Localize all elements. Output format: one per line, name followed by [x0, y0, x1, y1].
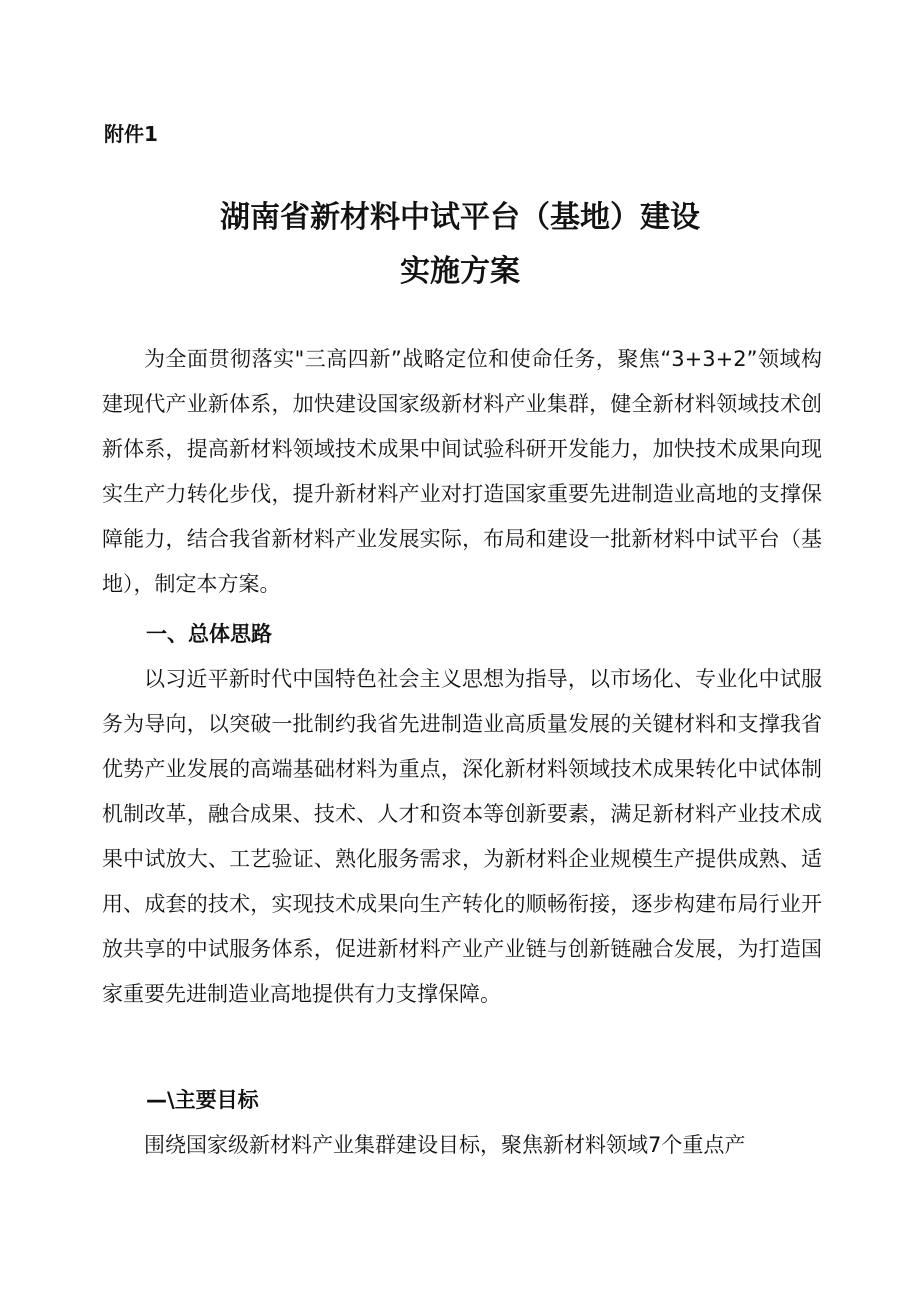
section-heading-main-goals: —\主要目标 [146, 1088, 259, 1112]
document-title-line-1: 湖南省新材料中试平台（基地）建设 [220, 200, 700, 235]
intro-paragraph: 为全面贯彻落实"三高四新”战略定位和使命任务，聚焦“3+3+2”领域构建现代产业新体系，加快建设国家级新材料产业集群，健全新材料领域技术创新体系，提高新材料领域技术成果中间试验科研开发能力，加快技术成果向现实生产力转化步伐，提升新材料产业对打造国家重要先进制造业高地的支撑保障能力，结合我省新材料产业发展实际，布局和建设一批新材料中试平台（基地），制定本方案。 [102, 347, 822, 596]
attachment-label: 附件1 [104, 122, 158, 146]
main-goals-paragraph: 围绕国家级新材料产业集群建设目标，聚焦新材料领域7个重点产 [144, 1133, 746, 1157]
overall-approach-paragraph: 以习近平新时代中国特色社会主义思想为指导，以市场化、专业化中试服务为导向，以突破一批制约我省先进制造业高质量发展的关键材料和支撑我省优势产业发展的高端基础材料为重点，深化新材料领域技术成果转化中试体制机制改革，融合成果、技术、人才和资本等创新要素，满足新材料产业技术成果中试放大、工艺验证、熟化服务需求，为新材料企业规模生产提供成熟、适用、成套的技术，实现技术成果向生产转化的顺畅衔接，逐步构建布局行业开放共享的中试服务体系，促进新材料产业产业链与创新链融合发展，为打造国家重要先进制造业高地提供有力支撑保障。 [102, 667, 822, 1006]
section-heading-overall-approach: 一、总体思路 [146, 622, 272, 646]
document-title-line-2: 实施方案 [400, 254, 520, 289]
